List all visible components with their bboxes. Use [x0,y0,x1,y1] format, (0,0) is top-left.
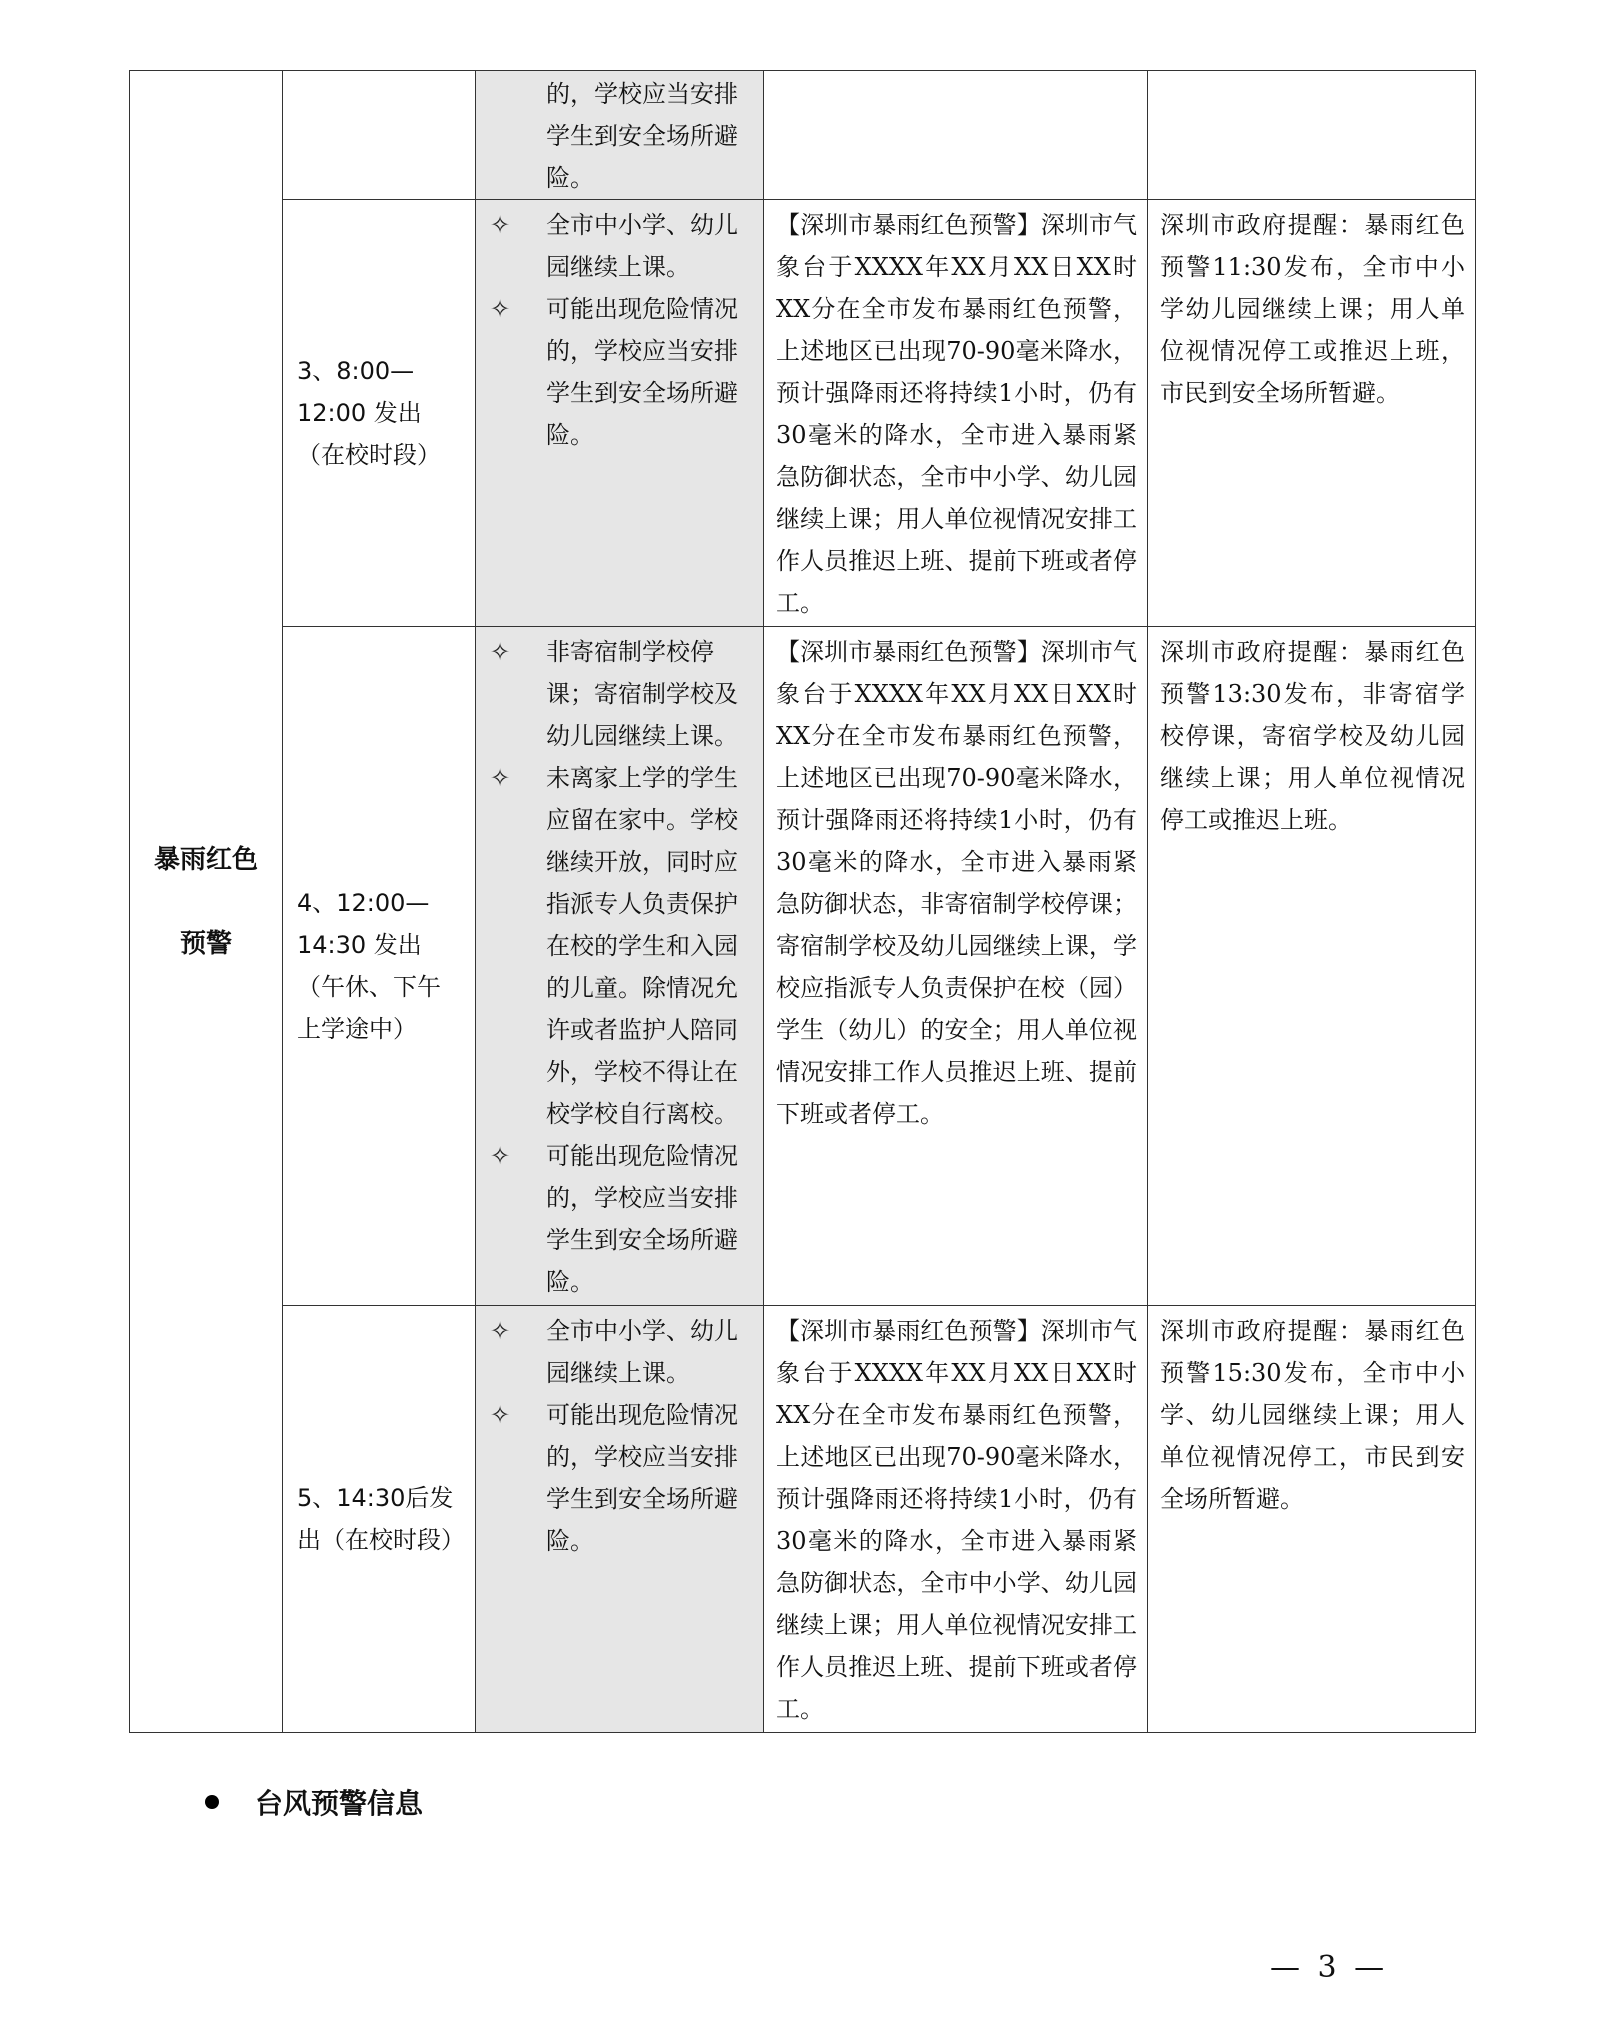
measure-list [476,627,763,1305]
table-row-continued [130,71,1476,200]
list-item: ✧ 可能出现危险情况的，学校应当安排学生到安全场所避险。 [490,1394,755,1562]
table-row [130,1306,1476,1733]
bullet-star-icon: ✧ [490,1401,511,1429]
bullet-star-icon: ✧ [490,638,511,666]
list-item: ✧ 全市中小学、幼儿园继续上课。 [490,1310,755,1394]
time-cell [283,200,476,627]
message-cell [764,200,1148,627]
measure-cell [476,200,764,627]
time-cell [283,71,476,200]
measure-continued-text: 的，学校应当安排学生到安全场所避险。 [546,80,738,192]
reminder-cell [1148,71,1476,200]
measure-list [476,200,763,458]
table-row [130,200,1476,627]
message-cell [764,627,1148,1306]
message-cell [764,1306,1148,1733]
list-item: ✧ 可能出现危险情况的，学校应当安排学生到安全场所避险。 [490,288,755,456]
measure-cell [476,627,764,1306]
message-cell [764,71,1148,200]
list-item: ✧ 未离家上学的学生应留在家中。学校继续开放，同时应指派专人负责保护在校的学生和入园的儿童。除情况允许或者监护人陪同外，学校不得让在校学校自行离校。 [490,757,755,1135]
list-item: ✧ 可能出现危险情况的，学校应当安排学生到安全场所避险。 [490,1135,755,1303]
list-item: ✧ 非寄宿制学校停课；寄宿制学校及幼儿园继续上课。 [490,631,755,757]
time-text: 3、8:00—12:00 发出（在校时段） [297,357,441,469]
bullet-star-icon: ✧ [490,295,511,323]
measure-cell [476,1306,764,1733]
rainstorm-warning-table [129,70,1476,1733]
table-row [130,627,1476,1306]
measure-cell [476,71,764,200]
section-title: 台风预警信息 [255,1787,424,1820]
time-cell [283,1306,476,1733]
reminder-cell [1148,627,1476,1306]
time-text: 4、12:00—14:30 发出（午休、下午上学途中） [297,889,441,1043]
reminder-cell [1148,200,1476,627]
warning-level-cell [130,71,283,1733]
government-reminder-text: 深圳市政府提醒：暴雨红色预警11:30发布，全市中小学幼儿园继续上课；用人单位视情况停工或推迟上班，市民到安全场所暂避。 [1160,211,1465,407]
government-reminder-text: 深圳市政府提醒：暴雨红色预警15:30发布，全市中小学、幼儿园继续上课；用人单位视情况停工，市民到安全场所暂避。 [1160,1317,1465,1513]
bullet-star-icon: ✧ [490,1317,511,1345]
time-text: 5、14:30后发出（在校时段） [297,1484,465,1554]
warning-message-text: 【深圳市暴雨红色预警】深圳市气象台于XXXX年XX月XX日XX时XX分在全市发布暴雨红色预警，上述地区已出现70-90毫米降水，预计强降雨还将持续1小时，仍有30毫米的降水，全市进入暴雨紧急防御状态，非寄宿制学校停课；寄宿制学校及幼儿园继续上课，学校应指派专人负责保护在校（园）学生（幼儿）的安全；用人单位视情况安排工作人员推迟上班、提前下班或者停工。 [776,638,1137,1128]
section-heading [205,1782,423,1822]
warning-message-text: 【深圳市暴雨红色预警】深圳市气象台于XXXX年XX月XX日XX时XX分在全市发布暴雨红色预警，上述地区已出现70-90毫米降水，预计强降雨还将持续1小时，仍有30毫米的降水，全市进入暴雨紧急防御状态，全市中小学、幼儿园继续上课；用人单位视情况安排工作人员推迟上班、提前下班或者停工。 [776,1317,1137,1723]
bullet-star-icon: ✧ [490,211,511,239]
time-cell [283,627,476,1306]
reminder-cell [1148,1306,1476,1733]
warning-table-page [129,70,1474,1733]
warning-level-label: 暴雨红色 预警 [153,844,258,959]
page-number: — 3 — [1270,1950,1389,1985]
government-reminder-text: 深圳市政府提醒：暴雨红色预警13:30发布，非寄宿学校停课，寄宿学校及幼儿园继续上课；用人单位视情况停工或推迟上班。 [1160,638,1465,834]
bullet-dot-icon [205,1795,219,1809]
list-item: ✧ 全市中小学、幼儿园继续上课。 [490,204,755,288]
bullet-star-icon: ✧ [490,764,511,792]
bullet-star-icon: ✧ [490,1142,511,1170]
warning-message-text: 【深圳市暴雨红色预警】深圳市气象台于XXXX年XX月XX日XX时XX分在全市发布暴雨红色预警，上述地区已出现70-90毫米降水，预计强降雨还将持续1小时，仍有30毫米的降水，全市进入暴雨紧急防御状态，全市中小学、幼儿园继续上课；用人单位视情况安排工作人员推迟上班、提前下班或者停工。 [776,211,1137,617]
measure-list [476,1306,763,1564]
